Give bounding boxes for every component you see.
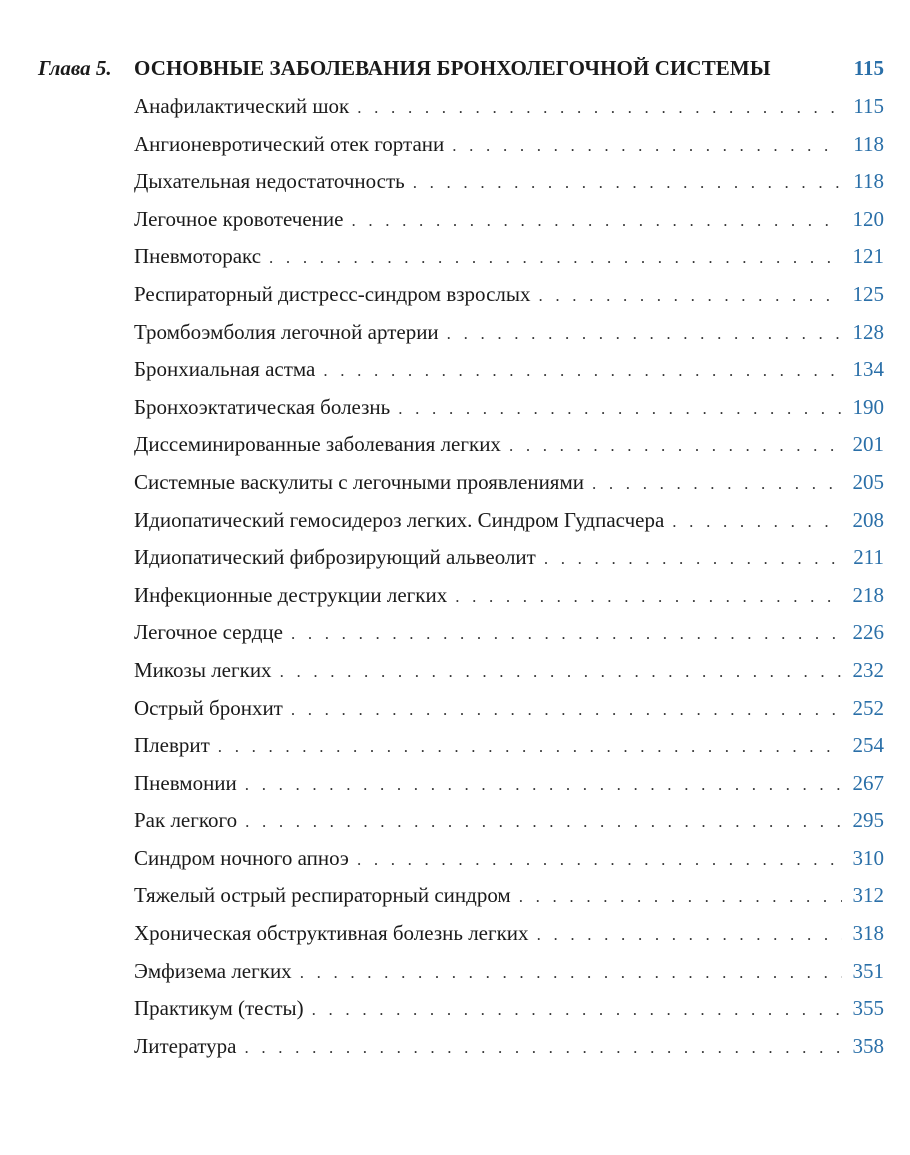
dot-leader [592, 474, 842, 494]
toc-entry-page-number[interactable]: 218 [852, 582, 884, 607]
toc-entry-title: Легочное кровотечение [134, 206, 344, 231]
dot-leader [537, 925, 842, 945]
toc-entry-page-number[interactable]: 254 [852, 733, 884, 758]
dot-leader [357, 98, 842, 118]
toc-entry-page-number[interactable]: 118 [853, 131, 884, 156]
toc-entry-title: Диссеминированные заболевания легких [134, 432, 501, 457]
toc-entry-page-number[interactable]: 310 [852, 845, 884, 870]
toc-entries-list [134, 94, 884, 1071]
dot-leader [323, 361, 842, 381]
toc-entry[interactable] [134, 132, 884, 170]
toc-entry-page-number[interactable]: 252 [852, 695, 884, 720]
toc-entry-title: Рак легкого [134, 808, 238, 833]
toc-entry-title: Анафилактический шок [134, 94, 350, 118]
toc-entry[interactable] [134, 169, 884, 207]
dot-leader [291, 624, 842, 644]
toc-entry-title: Бронхоэктатическая болезнь [134, 394, 391, 419]
dot-leader [538, 286, 842, 306]
toc-entry-page-number[interactable]: 351 [852, 958, 884, 983]
toc-entry-title: Системные васкулиты с легочными проявлениями [134, 469, 584, 494]
toc-entry[interactable] [134, 658, 884, 696]
toc-entry-page-number[interactable]: 205 [852, 469, 884, 494]
toc-entry[interactable] [134, 1034, 884, 1072]
toc-entry[interactable] [134, 470, 884, 508]
dot-leader [244, 1038, 842, 1058]
dot-leader [269, 248, 842, 268]
toc-entry[interactable] [134, 395, 884, 433]
chapter-label: Глава 5. [38, 56, 112, 80]
dot-leader [452, 136, 842, 156]
toc-entry[interactable] [134, 244, 884, 282]
dot-leader [447, 324, 842, 344]
dot-leader [509, 436, 842, 456]
toc-entry-title: Острый бронхит [134, 695, 283, 720]
toc-entry[interactable] [134, 94, 884, 132]
toc-entry-title: Тяжелый острый респираторный синдром [134, 883, 511, 908]
toc-entry-title: Синдром ночного апноэ [134, 845, 349, 870]
toc-entry[interactable] [134, 771, 884, 809]
toc-entry[interactable] [134, 320, 884, 358]
toc-entry-title: Микозы легких [134, 657, 272, 682]
dot-leader [413, 173, 842, 193]
dot-leader [245, 775, 842, 795]
toc-entry-page-number[interactable]: 312 [852, 883, 884, 908]
toc-entry-title: Респираторный дистресс-синдром взрослых [134, 281, 531, 306]
toc-entry[interactable] [134, 545, 884, 583]
dot-leader [672, 512, 842, 532]
toc-entry[interactable] [134, 583, 884, 621]
toc-entry-title: Практикум (тесты) [134, 996, 304, 1021]
toc-entry-page-number[interactable]: 295 [852, 808, 884, 833]
toc-entry-page-number[interactable]: 355 [852, 996, 884, 1021]
toc-entry-title: Ангионевротический отек гортани [134, 131, 445, 156]
toc-entry[interactable] [134, 620, 884, 658]
toc-entry-title: Хроническая обструктивная болезнь легких [134, 921, 529, 946]
toc-entry-title: Эмфизема легких [134, 958, 292, 983]
toc-entry-page-number[interactable]: 128 [852, 319, 884, 344]
toc-entry[interactable] [134, 921, 884, 959]
toc-entry[interactable] [134, 883, 884, 921]
toc-entry[interactable] [134, 508, 884, 546]
toc-entry-page-number[interactable]: 318 [852, 921, 884, 946]
toc-entry[interactable] [134, 733, 884, 771]
toc-entry-page-number[interactable]: 120 [852, 206, 884, 231]
toc-entry-page-number[interactable]: 190 [852, 394, 884, 419]
dot-leader [351, 211, 842, 231]
chapter-title: ОСНОВНЫЕ ЗАБОЛЕВАНИЯ БРОНХОЛЕГОЧНОЙ СИСТЕМЫ [134, 56, 771, 80]
toc-entry-page-number[interactable]: 358 [852, 1033, 884, 1058]
dot-leader [245, 812, 842, 832]
dot-leader [280, 662, 842, 682]
toc-entry-page-number[interactable]: 232 [852, 657, 884, 682]
toc-entry-page-number[interactable]: 208 [852, 507, 884, 532]
toc-entry-title: Пневмонии [134, 770, 237, 795]
toc-entry-page-number[interactable]: 115 [853, 94, 884, 118]
dot-leader [291, 700, 842, 720]
dot-leader [218, 737, 842, 757]
dot-leader [312, 1000, 842, 1020]
chapter-page-number[interactable]: 115 [853, 56, 884, 80]
toc-entry-title: Идиопатический фиброзирующий альвеолит [134, 545, 536, 570]
toc-entry-title: Идиопатический гемосидероз легких. Синдром Гудпасчера [134, 507, 665, 532]
toc-entry[interactable] [134, 432, 884, 470]
toc-entry[interactable] [134, 808, 884, 846]
toc-entry-page-number[interactable]: 267 [852, 770, 884, 795]
toc-entry-title: Тромбоэмболия легочной артерии [134, 319, 439, 344]
toc-entry-page-number[interactable]: 125 [852, 281, 884, 306]
toc-entry-title: Инфекционные деструкции легких [134, 582, 448, 607]
toc-entry-title: Бронхиальная астма [134, 357, 316, 382]
dot-leader [544, 549, 842, 569]
toc-entry-title: Пневмоторакс [134, 244, 262, 269]
dot-leader [300, 963, 842, 983]
toc-entry[interactable] [134, 996, 884, 1034]
toc-entry-page-number[interactable]: 226 [852, 620, 884, 645]
dot-leader [519, 887, 842, 907]
toc-entry-page-number[interactable]: 201 [852, 432, 884, 457]
toc-entry-title: Литература [134, 1033, 237, 1058]
toc-entry[interactable] [134, 959, 884, 997]
toc-entry-title: Легочное сердце [134, 620, 283, 645]
toc-entry[interactable] [134, 357, 884, 395]
toc-entry-page-number[interactable]: 118 [853, 169, 884, 194]
toc-entry-page-number[interactable]: 121 [852, 244, 884, 269]
toc-entry-page-number[interactable]: 211 [853, 545, 884, 570]
toc-entry-title: Плеврит [134, 733, 210, 758]
dot-leader [455, 587, 842, 607]
dot-leader [398, 399, 842, 419]
dot-leader [357, 850, 842, 870]
toc-entry[interactable] [134, 207, 884, 245]
toc-entry-title: Дыхательная недостаточность [134, 169, 405, 194]
chapter-heading[interactable] [38, 56, 884, 86]
toc-entry[interactable] [134, 282, 884, 320]
toc-entry[interactable] [134, 846, 884, 884]
toc-entry[interactable] [134, 696, 884, 734]
toc-entry-page-number[interactable]: 134 [852, 357, 884, 382]
